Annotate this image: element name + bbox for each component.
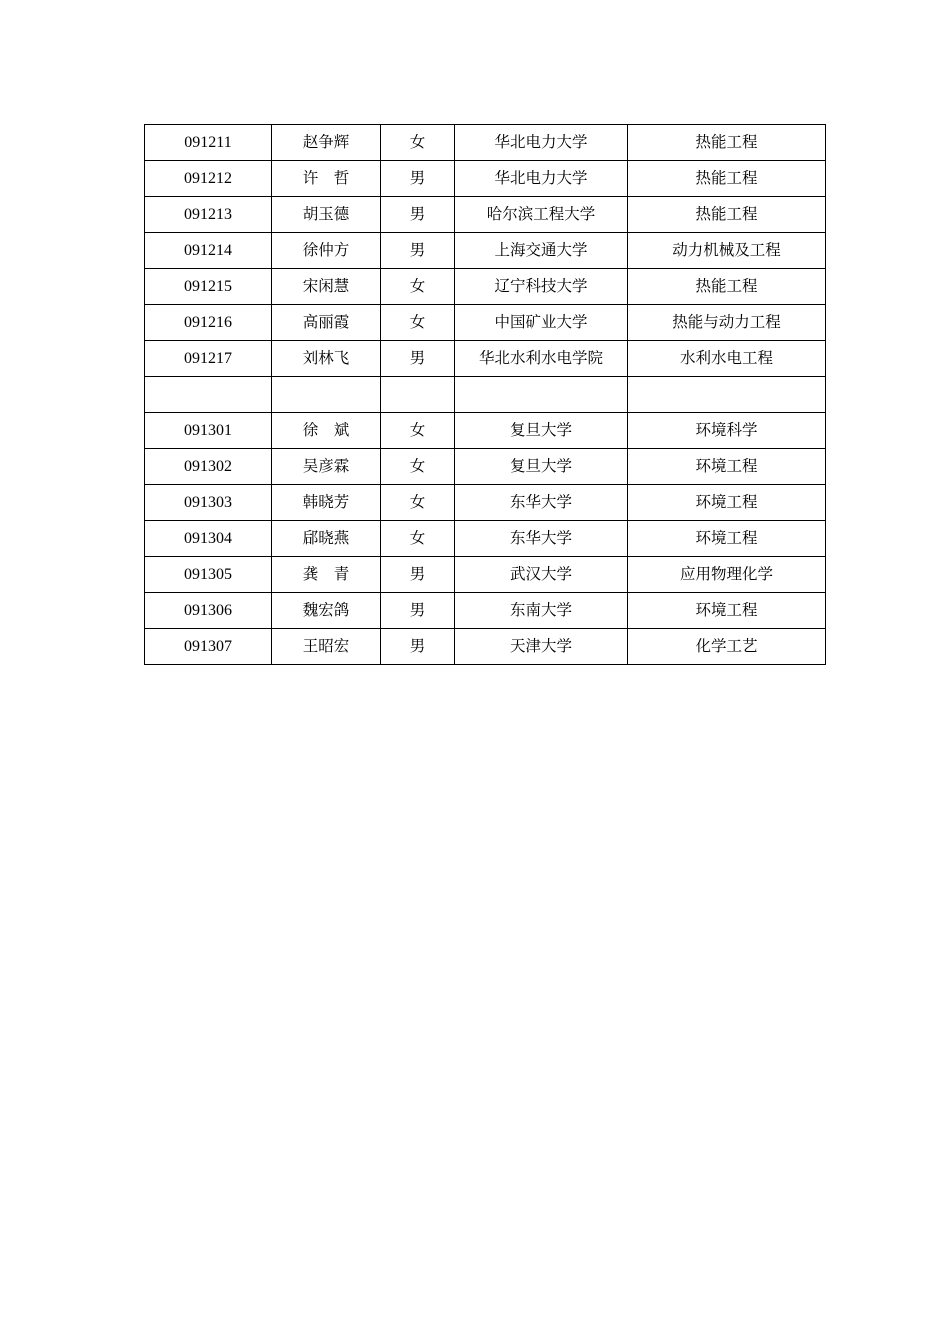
student-id-cell: 091305 (145, 557, 272, 593)
table-row (145, 521, 826, 557)
table-row (145, 233, 826, 269)
student-school-cell (455, 377, 628, 413)
student-major-cell: 热能与动力工程 (628, 305, 826, 341)
student-gender-cell: 女 (381, 485, 455, 521)
student-name-cell (272, 377, 381, 413)
student-major-cell: 环境工程 (628, 521, 826, 557)
table-row (145, 125, 826, 161)
student-name-cell: 王昭宏 (272, 629, 381, 665)
student-name-cell: 吴彦霖 (272, 449, 381, 485)
student-school-cell: 华北水利水电学院 (455, 341, 628, 377)
table-row (145, 449, 826, 485)
student-name-cell: 徐仲方 (272, 233, 381, 269)
student-major-cell: 环境工程 (628, 449, 826, 485)
student-school-cell: 复旦大学 (455, 413, 628, 449)
roster-body (145, 125, 826, 665)
student-name-cell: 高丽霞 (272, 305, 381, 341)
student-id-cell: 091303 (145, 485, 272, 521)
student-name-cell: 许 哲 (272, 161, 381, 197)
student-name-cell: 宋闲慧 (272, 269, 381, 305)
student-gender-cell: 女 (381, 305, 455, 341)
student-gender-cell: 男 (381, 161, 455, 197)
student-school-cell: 中国矿业大学 (455, 305, 628, 341)
student-gender-cell: 男 (381, 557, 455, 593)
student-school-cell: 天津大学 (455, 629, 628, 665)
student-name-cell: 郈晓燕 (272, 521, 381, 557)
student-school-cell: 华北电力大学 (455, 161, 628, 197)
student-school-cell: 东华大学 (455, 521, 628, 557)
table-row (145, 197, 826, 233)
student-gender-cell: 女 (381, 413, 455, 449)
student-id-cell: 091215 (145, 269, 272, 305)
student-roster-table (144, 124, 826, 665)
student-school-cell: 华北电力大学 (455, 125, 628, 161)
student-id-cell: 091217 (145, 341, 272, 377)
student-name-cell: 刘林飞 (272, 341, 381, 377)
student-major-cell (628, 377, 826, 413)
table-row (145, 341, 826, 377)
student-school-cell: 东南大学 (455, 593, 628, 629)
student-major-cell: 水利水电工程 (628, 341, 826, 377)
student-major-cell: 应用物理化学 (628, 557, 826, 593)
student-name-cell: 徐 斌 (272, 413, 381, 449)
student-gender-cell (381, 377, 455, 413)
student-gender-cell: 女 (381, 449, 455, 485)
student-gender-cell: 男 (381, 197, 455, 233)
student-gender-cell: 女 (381, 125, 455, 161)
student-major-cell: 环境工程 (628, 485, 826, 521)
table-row (145, 269, 826, 305)
table-row (145, 413, 826, 449)
student-name-cell: 龚 青 (272, 557, 381, 593)
student-id-cell: 091214 (145, 233, 272, 269)
student-gender-cell: 女 (381, 269, 455, 305)
table-row (145, 161, 826, 197)
student-major-cell: 热能工程 (628, 125, 826, 161)
student-id-cell (145, 377, 272, 413)
student-id-cell: 091213 (145, 197, 272, 233)
student-gender-cell: 女 (381, 521, 455, 557)
student-major-cell: 环境工程 (628, 593, 826, 629)
student-id-cell: 091301 (145, 413, 272, 449)
student-name-cell: 赵争辉 (272, 125, 381, 161)
student-id-cell: 091306 (145, 593, 272, 629)
student-id-cell: 091302 (145, 449, 272, 485)
student-id-cell: 091212 (145, 161, 272, 197)
student-name-cell: 胡玉德 (272, 197, 381, 233)
student-id-cell: 091216 (145, 305, 272, 341)
student-school-cell: 哈尔滨工程大学 (455, 197, 628, 233)
student-school-cell: 辽宁科技大学 (455, 269, 628, 305)
table-row (145, 629, 826, 665)
student-name-cell: 韩晓芳 (272, 485, 381, 521)
table-row (145, 485, 826, 521)
table-row (145, 305, 826, 341)
student-gender-cell: 男 (381, 341, 455, 377)
table-row (145, 593, 826, 629)
student-id-cell: 091211 (145, 125, 272, 161)
student-id-cell: 091304 (145, 521, 272, 557)
student-major-cell: 热能工程 (628, 269, 826, 305)
table-row (145, 557, 826, 593)
table-row-empty (145, 377, 826, 413)
student-major-cell: 热能工程 (628, 197, 826, 233)
student-major-cell: 热能工程 (628, 161, 826, 197)
student-school-cell: 武汉大学 (455, 557, 628, 593)
student-gender-cell: 男 (381, 233, 455, 269)
student-major-cell: 动力机械及工程 (628, 233, 826, 269)
student-school-cell: 复旦大学 (455, 449, 628, 485)
student-name-cell: 魏宏鸽 (272, 593, 381, 629)
student-major-cell: 环境科学 (628, 413, 826, 449)
student-gender-cell: 男 (381, 593, 455, 629)
student-school-cell: 上海交通大学 (455, 233, 628, 269)
student-major-cell: 化学工艺 (628, 629, 826, 665)
student-gender-cell: 男 (381, 629, 455, 665)
student-school-cell: 东华大学 (455, 485, 628, 521)
student-id-cell: 091307 (145, 629, 272, 665)
